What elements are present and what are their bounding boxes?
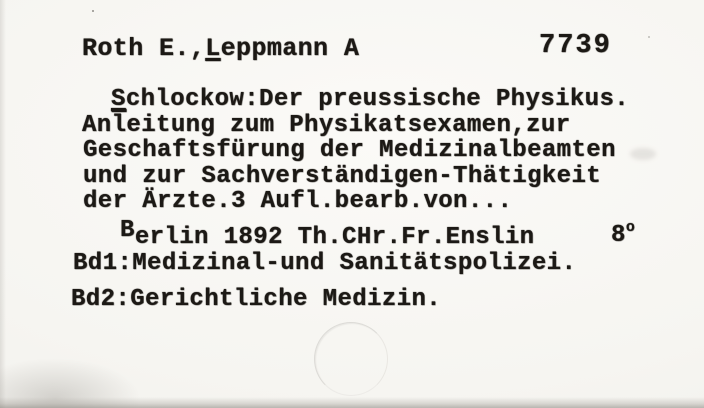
title-line-4: und zur Sachverständigen-Thätigkeit [83, 163, 602, 190]
format-superscript: o [625, 219, 636, 236]
volume-1-line: Bd1:Medizinal-und Sanitätspolizei. [73, 250, 577, 277]
paper-speck [648, 36, 650, 38]
volume-2-line: Bd2:Gerichtliche Medizin. [71, 286, 442, 313]
author-heading-underlined-letter: L [205, 34, 221, 63]
imprint-line [120, 217, 535, 251]
title-line-2-part1: An [82, 112, 112, 139]
paper-speck [92, 10, 94, 12]
title-line-2 [82, 114, 571, 138]
title-line-5: der Ärzte.3 Aufl.bearb.von... [83, 188, 513, 215]
card-left-edge [0, 0, 6, 408]
card-bottom-edge [0, 397, 704, 408]
paper-smudge [630, 148, 656, 160]
title-underlined-letter: S [111, 86, 126, 113]
author-heading [82, 34, 360, 63]
ring-mark [314, 322, 388, 396]
catalog-number: 7739 [539, 31, 612, 61]
title-line-2-part2: eitung zum Physikatsexamen,zur [126, 112, 571, 139]
author-heading-part2: eppmann A [220, 34, 360, 63]
imprint-text: erlin 1892 Th.CHr.Fr.Enslin [134, 224, 535, 251]
author-heading-part1: Roth E., [82, 34, 206, 63]
format-base: 8 [611, 222, 626, 249]
title-overlined-letter: $\overline{l}$ [111, 112, 127, 139]
title-line-3: Geschaftsfürung der Medizinalbeamten [83, 137, 616, 164]
title-line-1-text: chlockow:Der preussische Physikus. [125, 86, 630, 113]
format-octavo-mark [611, 219, 636, 250]
imprint-raised-letter: B [120, 217, 135, 244]
title-line-1 [111, 88, 629, 112]
